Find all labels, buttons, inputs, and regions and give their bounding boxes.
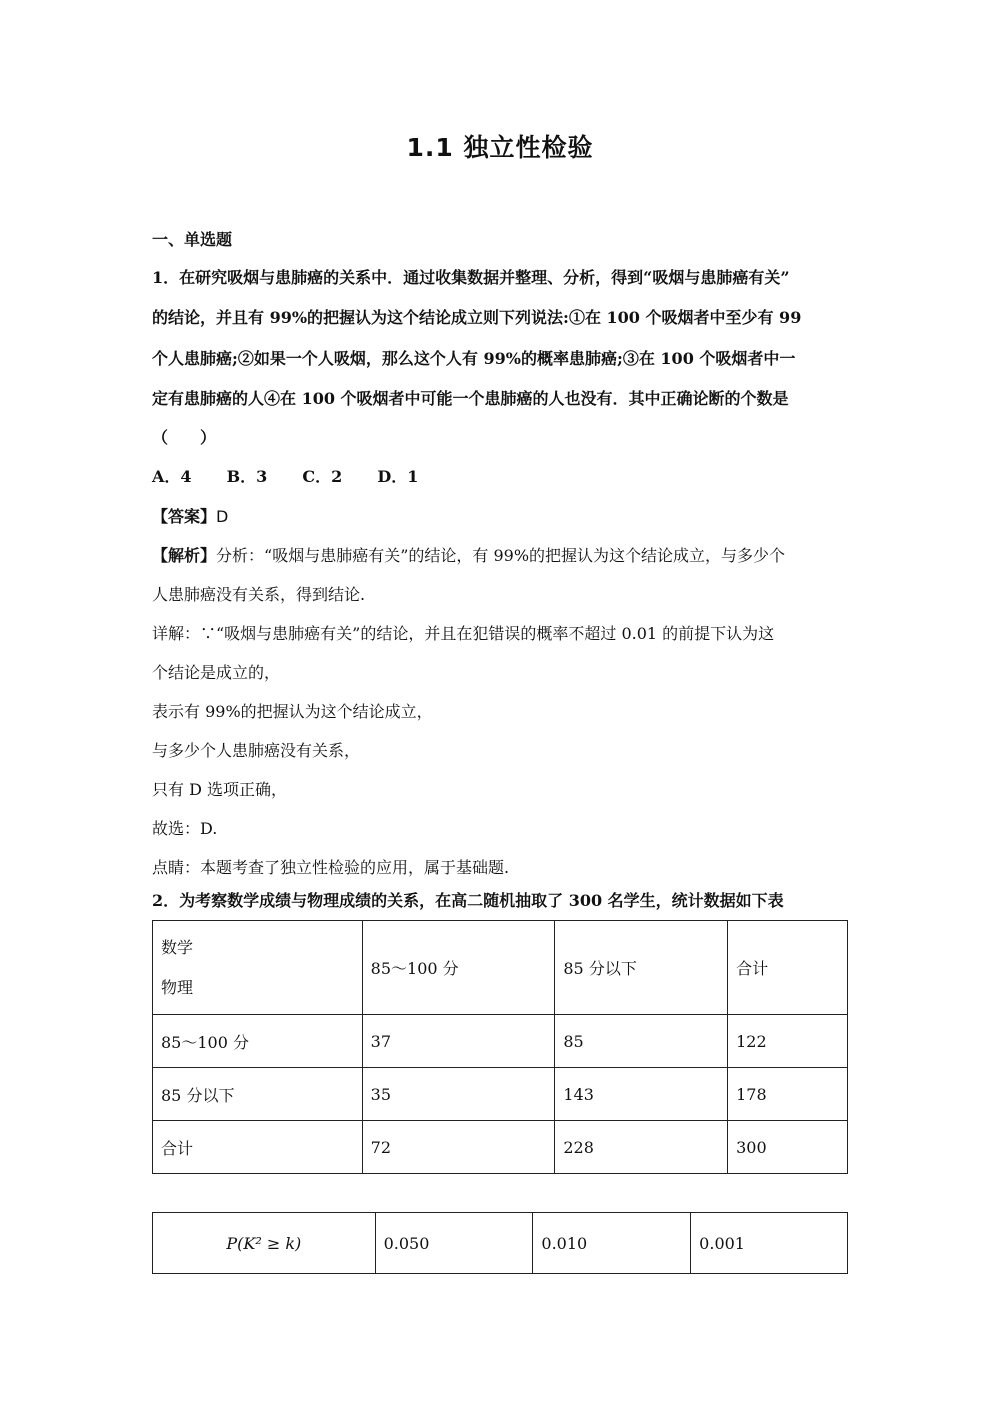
q1-stem-line: 1．在研究吸烟与患肺癌的关系中．通过收集数据并整理、分析，得到“吸烟与患肺癌有关” <box>152 268 790 287</box>
row-header: 85～100 分 <box>153 1015 363 1068</box>
table-cell: 122 <box>728 1015 848 1068</box>
table-cell: 85 <box>555 1015 728 1068</box>
table-cell: 37 <box>362 1015 555 1068</box>
answer-value: D <box>216 507 229 526</box>
table-cell: 35 <box>362 1068 555 1121</box>
answer-label: 【答案】 <box>152 507 217 526</box>
table-cell: 0.050 <box>375 1213 533 1274</box>
probability-table <box>152 1212 848 1274</box>
option-c: C．2 <box>302 467 343 486</box>
q1-stem-line: 定有患肺癌的人④在 100 个吸烟者中可能一个患肺癌的人也没有．其中正确论断的个数是 <box>152 389 789 408</box>
detail-text: 故选：D. <box>152 819 218 838</box>
q1-stem-line: 的结论，并且有 99%的把握认为这个结论成立则下列说法:①在 100 个吸烟者中至少有 99 <box>152 308 802 327</box>
table-row <box>153 1121 848 1174</box>
table-cell: 0.010 <box>533 1213 691 1274</box>
column-header: 85 分以下 <box>555 921 728 1015</box>
comment-text: 点睛：本题考查了独立性检验的应用，属于基础题. <box>152 858 510 877</box>
q1-options <box>152 467 448 487</box>
row-header: 85 分以下 <box>153 1068 363 1121</box>
analysis-label: 【解析】 <box>152 546 217 565</box>
column-header: 85～100 分 <box>362 921 555 1015</box>
table-cell: 143 <box>555 1068 728 1121</box>
table-row <box>153 1015 848 1068</box>
table-cell: 0.001 <box>691 1213 848 1274</box>
contingency-table <box>152 920 848 1174</box>
table-cell: 178 <box>728 1068 848 1121</box>
detail-text: 与多少个人患肺癌没有关系， <box>152 741 361 760</box>
q1-answer <box>152 507 228 527</box>
q1-stem-line: 个人患肺癌;②如果一个人吸烟，那么这个人有 99%的概率患肺癌;③在 100 个吸烟者中一 <box>152 349 796 368</box>
detail-text: 详解：∵“吸烟与患肺癌有关”的结论，并且在犯错误的概率不超过 0.01 的前提下认为这 <box>152 624 775 643</box>
row-header: 合计 <box>153 1121 363 1174</box>
section-heading: 一、单选题 <box>152 230 233 249</box>
detail-text: 个结论是成立的， <box>152 663 281 682</box>
q2-stem: 2．为考察数学成绩与物理成绩的关系，在高二随机抽取了 300 名学生，统计数据如下表 <box>152 891 784 910</box>
q1-analysis <box>152 546 785 566</box>
corner-bottom-label: 物理 <box>161 977 194 997</box>
page-title: 1.1 独立性检验 <box>406 133 594 162</box>
option-a: A．4 <box>152 467 192 486</box>
table-row <box>153 1213 848 1274</box>
option-d: D．1 <box>377 467 419 486</box>
table-row <box>153 1068 848 1121</box>
table-cell: 228 <box>555 1121 728 1174</box>
table-cell: 300 <box>728 1121 848 1174</box>
detail-text: 只有 D 选项正确， <box>152 780 288 799</box>
table-header-row <box>153 921 848 1015</box>
option-b: B．3 <box>226 467 268 486</box>
corner-cell <box>153 921 363 1015</box>
prob-label: P(K² ≥ k) <box>153 1213 376 1274</box>
q1-blank: （ ） <box>152 428 217 447</box>
analysis-text: 分析：“吸烟与患肺癌有关”的结论，有 99%的把握认为这个结论成立，与多少个 <box>216 546 786 565</box>
corner-top-label: 数学 <box>161 937 194 957</box>
column-header: 合计 <box>728 921 848 1015</box>
detail-text: 表示有 99%的把握认为这个结论成立， <box>152 702 433 721</box>
table-cell: 72 <box>362 1121 555 1174</box>
analysis-text: 人患肺癌没有关系，得到结论. <box>152 585 366 604</box>
